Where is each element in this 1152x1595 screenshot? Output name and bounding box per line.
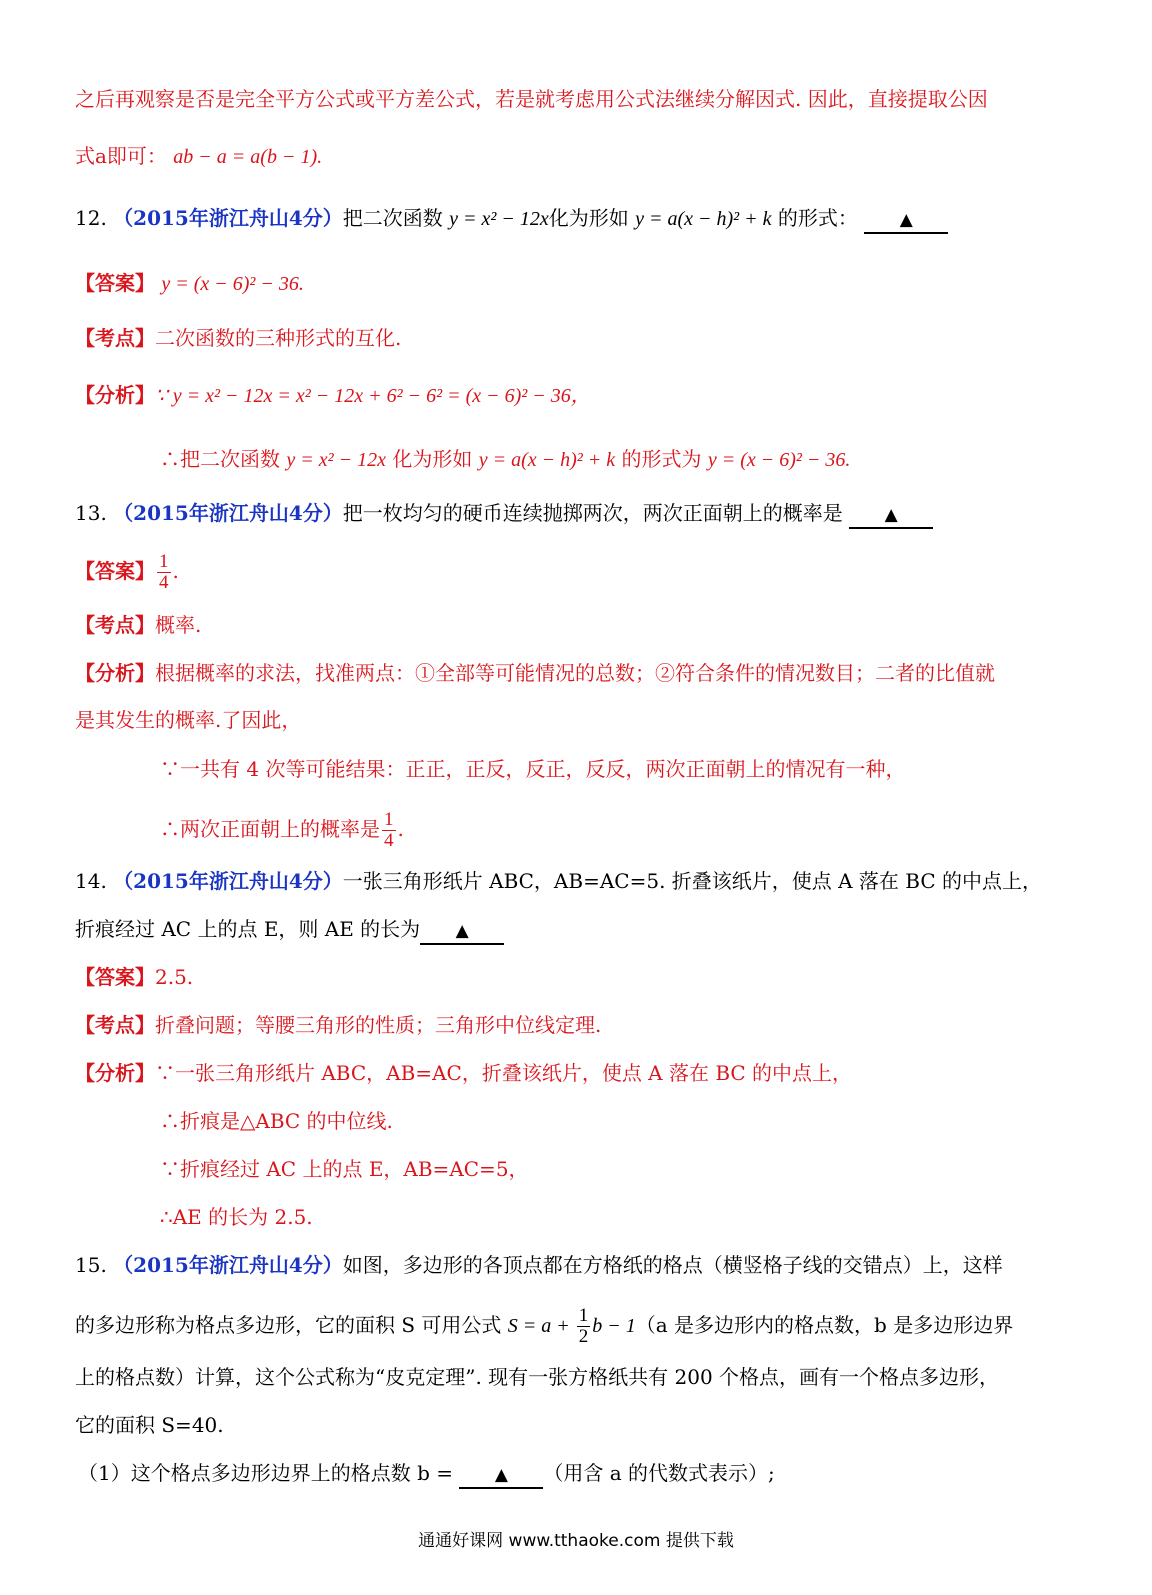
stem-text: 折痕经过 AC 上的点 E，则 AE 的长为 bbox=[75, 917, 421, 941]
question-number: 13. bbox=[75, 501, 107, 525]
formula-fraction bbox=[577, 1306, 591, 1347]
question-14-analysis-1 bbox=[75, 1058, 1075, 1088]
stem-text: （a 是多边形内的格点数，b 是多边形边界 bbox=[635, 1313, 1014, 1337]
question-12-answer bbox=[75, 268, 1075, 299]
formula: y = x² − 12x bbox=[449, 208, 549, 230]
continuation-line-2 bbox=[75, 141, 1075, 172]
question-14-stem-1 bbox=[75, 866, 1075, 896]
answer-fraction bbox=[157, 552, 171, 593]
question-source: （2015年浙江舟山4分） bbox=[113, 1253, 343, 1277]
continuation-text: 之后再观察是否是完全平方公式或平方差公式，若是就考虑用公式法继续分解因式. 因此，直接提取公因 bbox=[75, 87, 988, 111]
analysis-text: ∵折痕经过 AC 上的点 E，AB=AC=5， bbox=[160, 1157, 529, 1181]
point-text: 二次函数的三种形式的互化. bbox=[155, 326, 402, 350]
question-15-stem-4 bbox=[75, 1410, 1075, 1440]
numerator: 1 bbox=[578, 1305, 589, 1326]
stem-text: 把二次函数 bbox=[342, 206, 450, 230]
numerator: 1 bbox=[159, 551, 169, 572]
question-15-subquestion-1 bbox=[78, 1458, 1078, 1489]
point-tag: 【考点】 bbox=[75, 326, 155, 350]
analysis-tag: 【分析】 bbox=[75, 383, 155, 407]
analysis-fraction bbox=[382, 810, 396, 851]
stem-text: （用含 a 的代数式表示）; bbox=[543, 1461, 775, 1485]
question-source: （2015年浙江舟山4分） bbox=[113, 501, 343, 525]
answer-tag: 【答案】 bbox=[75, 965, 155, 989]
question-12-point bbox=[75, 323, 1075, 353]
formula: y = (x − 6)² − 36. bbox=[707, 449, 851, 471]
answer-blank: ▲ bbox=[849, 503, 933, 529]
analysis-text: ∵一张三角形纸片 ABC，AB=AC，折叠该纸片，使点 A 落在 BC 的中点上， bbox=[155, 1061, 853, 1085]
formula: y = a(x − h)² + k bbox=[478, 449, 616, 471]
analysis-text: 化为形如 bbox=[385, 447, 479, 471]
question-number: 12. bbox=[75, 206, 107, 230]
question-number: 15. bbox=[75, 1253, 107, 1277]
question-15-stem-1 bbox=[75, 1250, 1075, 1280]
analysis-tag: 【分析】 bbox=[75, 661, 155, 685]
analysis-text: ∴两次正面朝上的概率是 bbox=[160, 817, 380, 841]
question-12-analysis-2 bbox=[160, 444, 1152, 475]
stem-text: 它的面积 S=40. bbox=[75, 1413, 224, 1437]
point-tag: 【考点】 bbox=[75, 613, 155, 637]
formula: y = x² − 12x bbox=[286, 449, 386, 471]
stem-text: 的多边形称为格点多边形，它的面积 S 可用公式 bbox=[75, 1313, 508, 1337]
answer-text: y = (x − 6)² − 36. bbox=[161, 273, 304, 295]
stem-text: 如图，多边形的各顶点都在方格纸的格点（横竖格子线的交错点）上，这样 bbox=[342, 1253, 1003, 1277]
question-source: （2015年浙江舟山4分） bbox=[113, 869, 343, 893]
question-12-analysis-1 bbox=[75, 380, 1075, 411]
question-13-answer: 【答案】 $\frac{1}{4}$ . bbox=[75, 551, 179, 593]
question-12-stem bbox=[75, 203, 1075, 234]
question-13-analysis-4: ∴两次正面朝上的概率是 $\frac{1}{4}$ . bbox=[160, 809, 404, 851]
continuation-line-1 bbox=[75, 84, 1075, 114]
question-number: 14. bbox=[75, 869, 107, 893]
question-15-stem-2 bbox=[75, 1306, 1075, 1347]
formula: y = a(x − h)² + k bbox=[635, 208, 772, 230]
analysis-text: ∴折痕是△ABC 的中位线. bbox=[160, 1109, 393, 1133]
point-tag: 【考点】 bbox=[75, 1013, 155, 1037]
answer-blank: ▲ bbox=[420, 919, 504, 945]
answer-text: 2.5. bbox=[155, 965, 194, 989]
denominator: 4 bbox=[384, 830, 394, 851]
question-13-analysis-1 bbox=[75, 658, 1075, 688]
analysis-text: ∵ y = x² − 12x = x² − 12x + 6² − 6² = (x − 6)² − 36， bbox=[155, 385, 591, 407]
stem-text: 一张三角形纸片 ABC，AB=AC=5. 折叠该纸片，使点 A 落在 BC 的中点上， bbox=[342, 869, 1043, 893]
denominator: 4 bbox=[159, 572, 169, 593]
question-14-analysis-4 bbox=[160, 1202, 1152, 1232]
question-14-stem-2 bbox=[75, 914, 1075, 945]
stem-text: 的形式： bbox=[771, 206, 858, 230]
analysis-text: 的形式为 bbox=[615, 447, 708, 471]
numerator: 1 bbox=[384, 809, 394, 830]
point-text: 折叠问题；等腰三角形的性质；三角形中位线定理. bbox=[155, 1013, 602, 1037]
stem-text: 把一枚均匀的硬币连续抛掷两次，两次正面朝上的概率是 bbox=[342, 501, 843, 525]
point-text: 概率. bbox=[155, 613, 202, 637]
analysis-text: 是其发生的概率.了因此， bbox=[75, 708, 302, 732]
question-15-stem-3 bbox=[75, 1362, 1075, 1392]
question-source: （2015年浙江舟山4分） bbox=[113, 206, 343, 230]
question-14-answer bbox=[75, 962, 1075, 992]
analysis-text: ∴AE 的长为 2.5. bbox=[160, 1205, 313, 1229]
formula: S = a + bbox=[507, 1315, 575, 1337]
answer-tag: 【答案】 bbox=[75, 559, 155, 583]
analysis-tag: 【分析】 bbox=[75, 1061, 155, 1085]
question-13-point bbox=[75, 610, 1075, 640]
formula: ab − a = a(b − 1). bbox=[173, 146, 323, 168]
answer-tag: 【答案】 bbox=[75, 271, 155, 295]
page-footer: 通通好课网 www.tthaoke.com 提供下载 bbox=[418, 1531, 734, 1551]
question-13-analysis-3 bbox=[160, 754, 1152, 784]
formula: b − 1 bbox=[592, 1315, 636, 1337]
question-14-analysis-2 bbox=[160, 1106, 1152, 1136]
question-13-analysis-2 bbox=[75, 705, 1075, 735]
answer-blank: ▲ bbox=[459, 1463, 543, 1489]
stem-text: （1）这个格点多边形边界上的格点数 b = bbox=[78, 1461, 460, 1485]
question-13-stem bbox=[75, 498, 1075, 529]
stem-text: 化为形如 bbox=[548, 206, 636, 230]
question-14-point bbox=[75, 1010, 1075, 1040]
denominator: 2 bbox=[578, 1326, 589, 1347]
stem-text: 上的格点数）计算，这个公式称为“皮克定理”. 现有一张方格纸共有 200 个格点，画有一个格点多边形， bbox=[75, 1365, 1000, 1389]
analysis-text: 根据概率的求法，找准两点：①全部等可能情况的总数；②符合条件的情况数目；二者的比值就 bbox=[155, 661, 995, 685]
question-14-analysis-3 bbox=[160, 1154, 1152, 1184]
analysis-text: ∴把二次函数 bbox=[160, 447, 287, 471]
analysis-text: ∵一共有 4 次等可能结果：正正，正反，反正，反反，两次正面朝上的情况有一种， bbox=[160, 757, 906, 781]
answer-blank: ▲ bbox=[864, 208, 948, 234]
continuation-text: 式a即可： bbox=[75, 144, 167, 168]
